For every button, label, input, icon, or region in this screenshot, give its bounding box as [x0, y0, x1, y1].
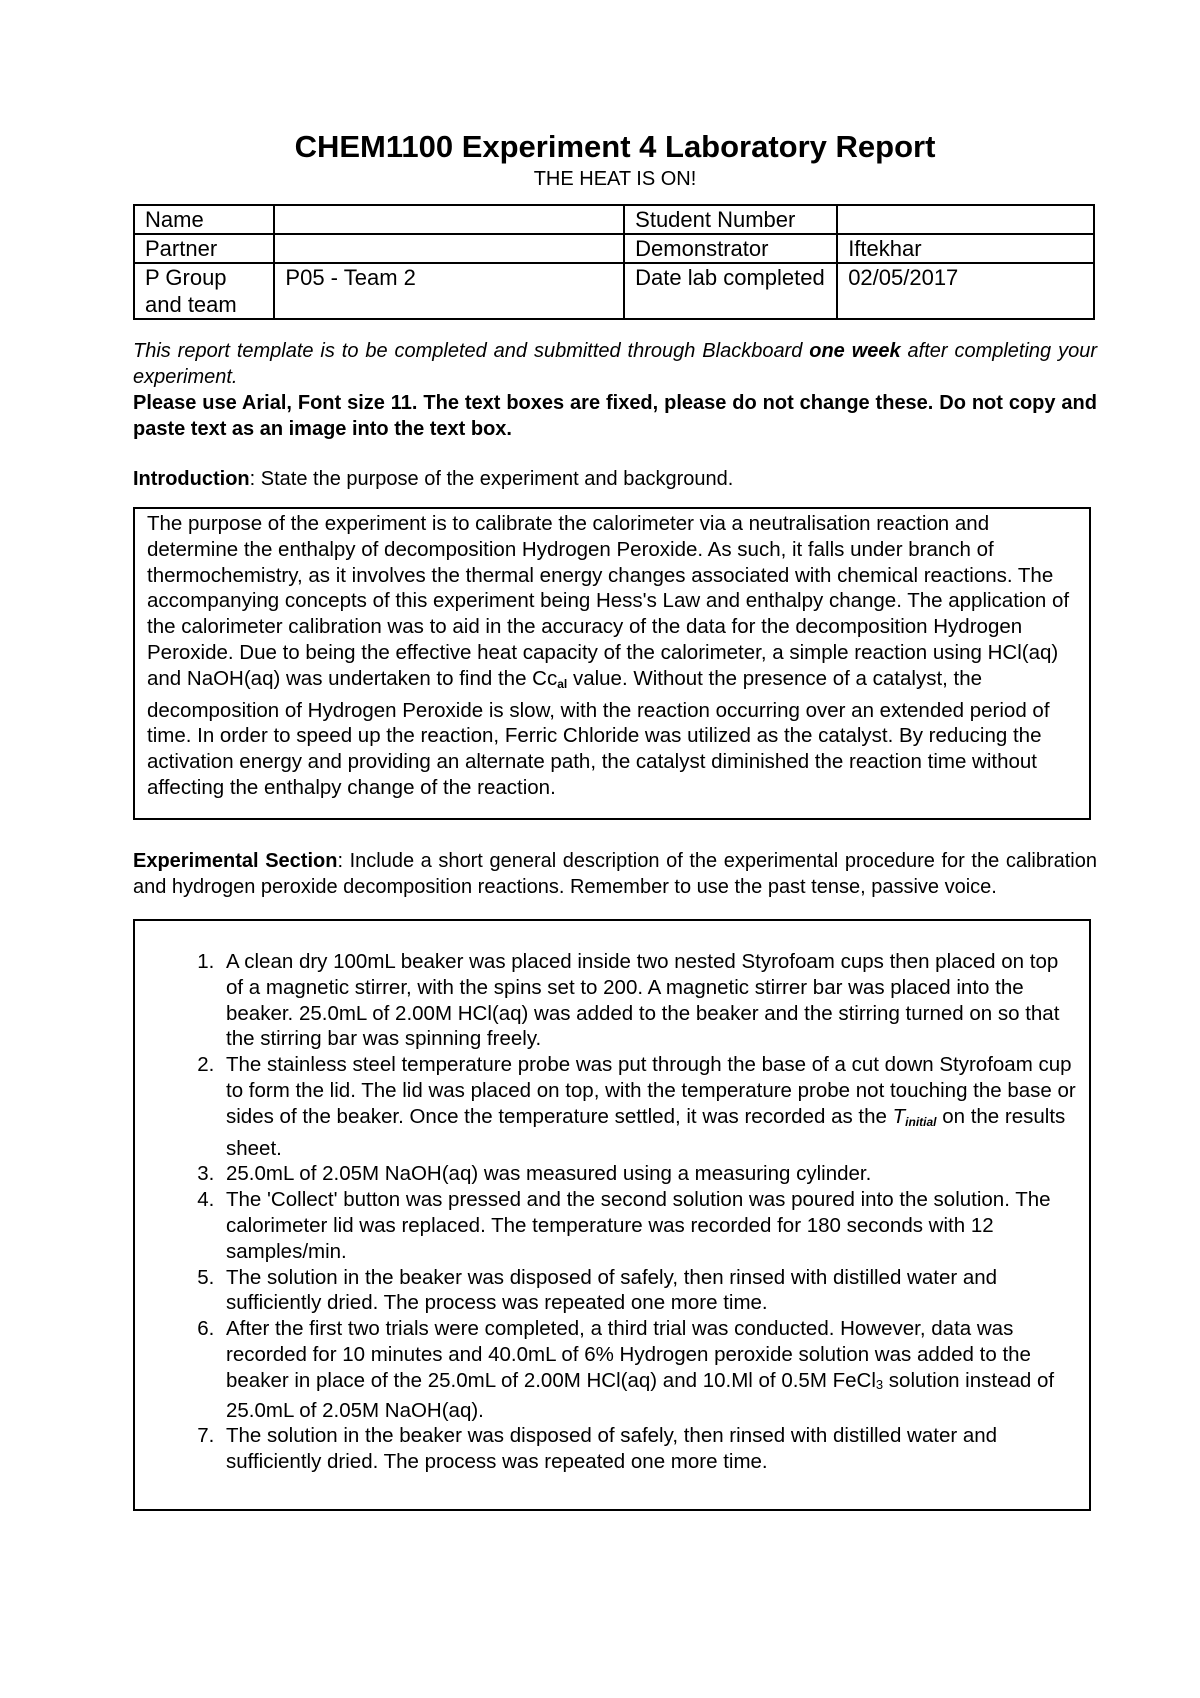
table-row	[134, 234, 1094, 263]
fecl3-subscript: 3	[875, 1376, 884, 1392]
student-number-field[interactable]	[837, 205, 1094, 234]
submission-note-text: This report template is to be completed and submitted through Blackboard	[133, 340, 810, 362]
name-field[interactable]	[274, 205, 624, 234]
experimental-text-box[interactable]	[133, 919, 1091, 1511]
demonstrator-field[interactable]: Iftekhar	[837, 234, 1094, 263]
introduction-prompt	[133, 466, 1097, 492]
list-item	[220, 1052, 1077, 1161]
step2-text-end: on the results sheet.	[226, 1104, 1066, 1160]
t-subscript: initial	[905, 1114, 937, 1129]
introduction-prompt-text: : State the purpose of the experiment and background.	[249, 468, 734, 490]
report-page	[133, 128, 1097, 1511]
student-info-table	[133, 204, 1095, 320]
submission-note-text-end: after completing your experiment.	[133, 340, 1097, 388]
name-label: Name	[134, 205, 274, 234]
list-item	[220, 1316, 1077, 1423]
student-number-label: Student Number	[624, 205, 837, 234]
date-field[interactable]: 02/05/2017	[837, 263, 1094, 319]
experimental-heading: Experimental Section	[133, 850, 338, 872]
step6-text-end: solution instead of 25.0mL of 2.05M NaOH(aq).	[226, 1368, 1055, 1422]
list-item: 1. A clean dry 100mL beaker was placed inside two nested Styrofoam cups then placed on top of a magnetic stirrer, with the spins set to 200. A magnetic stirrer bar was placed into the beaker. 25.0mL of 2.00M HCl(aq) was added to the beaker and the stirring turned on so that the stirring bar was spinning freely.	[220, 949, 1077, 1052]
experimental-prompt	[133, 848, 1097, 900]
submission-deadline: one week	[809, 340, 901, 362]
instructions	[133, 338, 1097, 442]
group-field[interactable]: P05 - Team 2	[274, 263, 624, 319]
step2-text: The stainless steel temperature probe was put through the base of a cut down Styrofoam cup to form the lid. The lid was placed on top, with the temperature probe not touching the base or sides of the beaker. Once the temperature settled, it was recorded as the	[226, 1053, 1076, 1128]
date-label: Date lab completed	[624, 263, 837, 319]
introduction-body: The purpose of the experiment is to calibrate the calorimeter via a neutralisation reaction and determine the enthalpy of decomposition Hydrogen Peroxide. As such, it falls under branch of thermochemistry, as it involves the thermal energy changes associated with chemical reactions. The accompanying concepts of this experiment being Hess's Law and enthalpy change. The application of the calorimeter calibration was to aid in the accuracy of the data for the decomposition Hydrogen Peroxide. Due to being the effective heat capacity of the calorimeter, a simple reaction using HCl(aq) and NaOH(aq) was undertaken to find the Cc	[147, 512, 1070, 690]
experimental-prompt-text: : Include a short general description of the experimental procedure for the calibration and hydrogen peroxide decomposition reactions. Remember to use the past tense, passive voice.	[133, 850, 1097, 898]
table-row	[134, 263, 1094, 319]
table-row	[134, 205, 1094, 234]
introduction-subscript: al	[557, 676, 568, 691]
submission-note	[133, 338, 1097, 390]
page-subtitle: THE HEAT IS ON!	[533, 168, 697, 190]
step6-text: After the first two trials were completed, a third trial was conducted. However, data was recorded for 10 minutes and 40.0mL of 6% Hydrogen peroxide solution was added to the beaker in place of the 25.0mL of 2.00M HCl(aq) and 10.Ml of 0.5M FeCl	[226, 1317, 1031, 1392]
list-item: 7. The solution in the beaker was disposed of safely, then rinsed with distilled water and sufficiently dried. The process was repeated one more time.	[220, 1423, 1077, 1475]
procedure-list	[147, 949, 1077, 1475]
list-item: 3. 25.0mL of 2.05M NaOH(aq) was measured using a measuring cylinder.	[220, 1161, 1077, 1187]
introduction-heading: Introduction	[133, 468, 250, 490]
formatting-note: Please use Arial, Font size 11. The text boxes are fixed, please do not change these. Do not copy and paste text as an image into the text box.	[133, 392, 1097, 440]
partner-label: Partner	[134, 234, 274, 263]
list-item: 5. The solution in the beaker was disposed of safely, then rinsed with distilled water and sufficiently dried. The process was repeated one more time.	[220, 1265, 1077, 1317]
introduction-text-box[interactable]	[133, 507, 1091, 820]
introduction-body-end: value. Without the presence of a catalyst, the decomposition of Hydrogen Peroxide is slow, with the reaction occurring over an extended period of time. In order to speed up the reaction, Ferric Chloride was utilized as the catalyst. By reducing the activation energy and providing an alternate path, the catalyst diminished the reaction time without affecting the enthalpy change of the reaction.	[147, 666, 1050, 799]
demonstrator-label: Demonstrator	[624, 234, 837, 263]
page-title: CHEM1100 Experiment 4 Laboratory Report	[294, 129, 936, 164]
partner-field[interactable]	[274, 234, 624, 263]
group-label: P Group and team	[134, 263, 274, 319]
t-symbol: T	[892, 1104, 906, 1128]
list-item: 4. The 'Collect' button was pressed and the second solution was poured into the solution. The calorimeter lid was replaced. The temperature was recorded for 180 seconds with 12 samples/min.	[220, 1187, 1077, 1264]
